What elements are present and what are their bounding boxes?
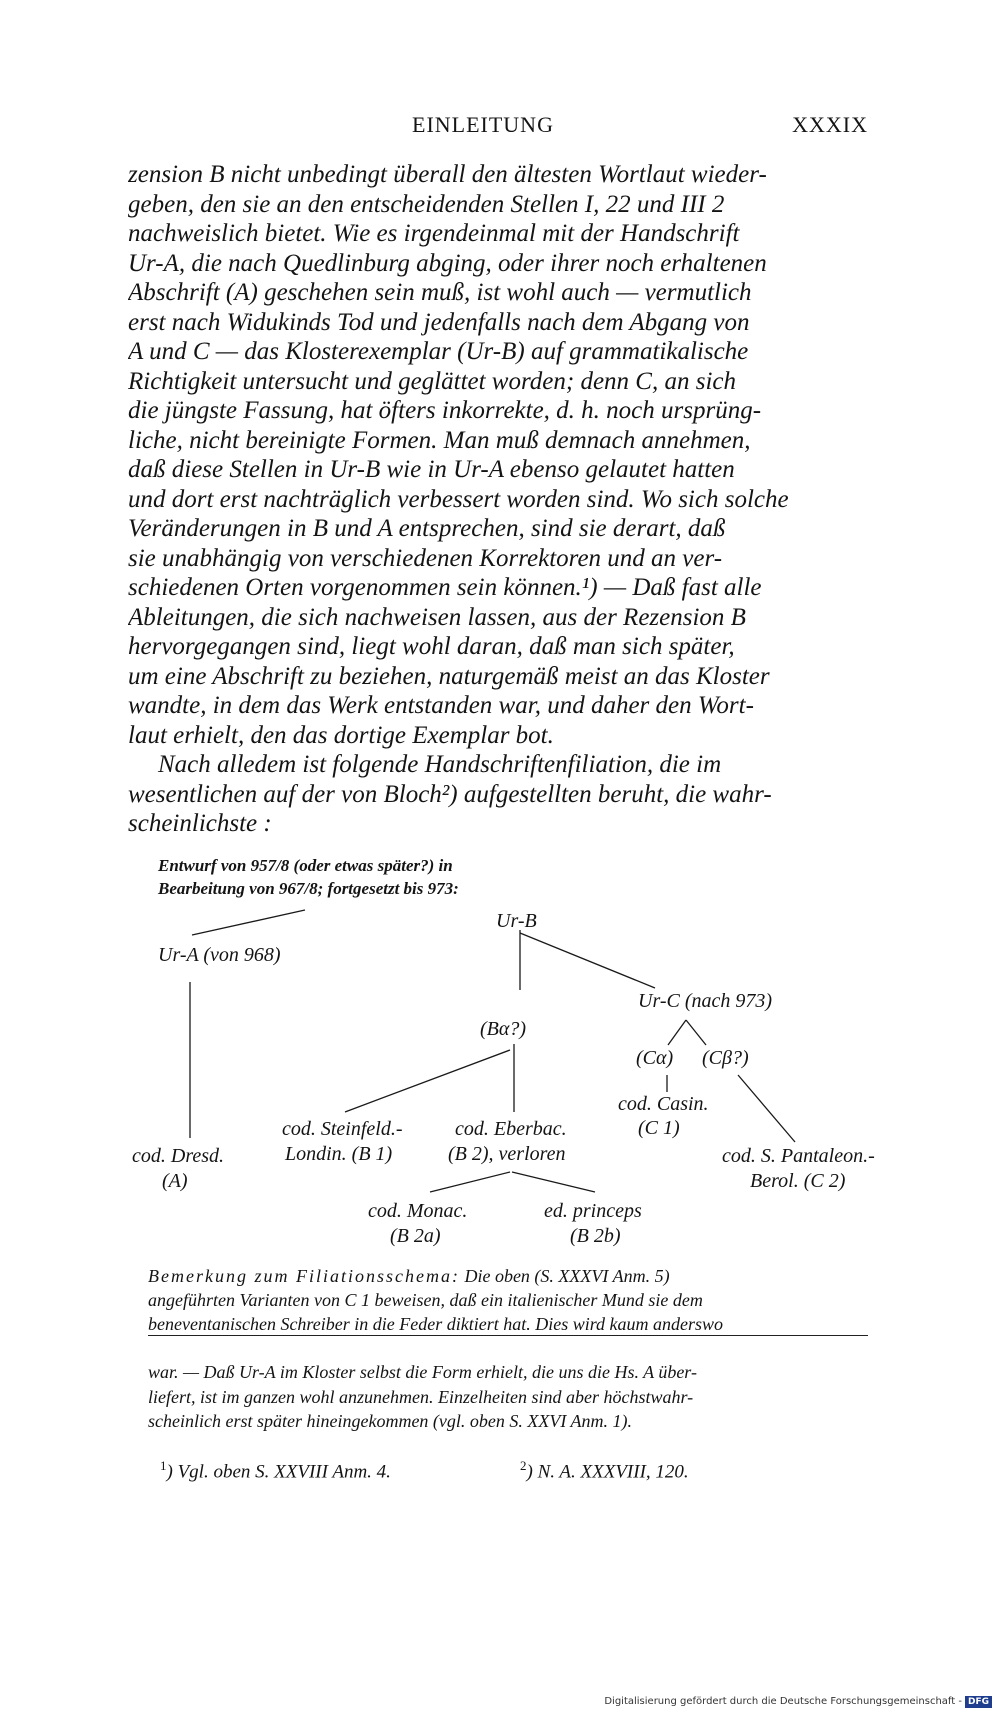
- remark-line: war. — Daß Ur-A im Kloster selbst die Form erhielt, die uns die Hs. A über-: [148, 1362, 697, 1382]
- body-line: Abschrift (A) geschehen sein muß, ist wohl auch — vermutlich: [128, 279, 752, 306]
- remark-line: angeführten Varianten von C 1 beweisen, daß ein italienischer Mund sie dem: [148, 1290, 703, 1310]
- line-eberbac-princeps: [512, 1172, 595, 1192]
- body-line: die jüngste Fassung, hat öfters inkorrekte, d. h. noch ursprüng-: [128, 397, 762, 424]
- node-c-alpha: (Cα): [636, 1047, 674, 1069]
- line-cb-pantaleon: [738, 1075, 795, 1142]
- node-cod-casin-siglum: (C 1): [638, 1117, 680, 1139]
- body-line: erst nach Widukinds Tod und jedenfalls nach dem Abgang von: [128, 308, 750, 336]
- node-ur-c: Ur-C (nach 973): [638, 990, 773, 1012]
- line-eberbac-monac: [430, 1172, 510, 1192]
- body-line: Ableitungen, die sich nachweisen lassen, aus der Rezension B: [128, 603, 746, 631]
- body-line: Ur-A, die nach Quedlinburg abging, oder ihrer noch erhaltenen: [128, 249, 767, 277]
- digitization-note: [604, 1696, 992, 1708]
- node-cod-steinfeld-siglum: Londin. (B 1): [285, 1143, 393, 1165]
- body-line: sie unabhängig von verschiedenen Korrektoren und an ver-: [128, 544, 723, 572]
- line-urb-ura: [192, 910, 305, 935]
- body-line: daß diese Stellen in Ur-B wie in Ur-A ebenso gelautet hatten: [128, 456, 735, 483]
- node-ur-b: Ur-B: [496, 910, 537, 932]
- remark-continuation: [148, 1360, 878, 1434]
- body-line: nachweislich bietet. Wie es irgendeinmal mit der Handschrift: [128, 220, 740, 247]
- node-cod-monac: cod. Monac.: [368, 1200, 468, 1222]
- remark-line-rest: Die oben (S. XXXVI Anm. 5): [459, 1266, 670, 1286]
- body-line: wesentlichen auf der von Bloch²) aufgestellten beruht, die wahr-: [128, 780, 772, 808]
- remark-lead: Bemerkung zum Filiationsschema:: [148, 1266, 460, 1286]
- running-head-title: EINLEITUNG: [412, 112, 554, 137]
- node-cod-eberbac: cod. Eberbac.: [455, 1118, 567, 1140]
- page-number: XXXIX: [792, 112, 868, 137]
- body-line: geben, den sie an den entscheidenden Stellen I, 22 und III 2: [128, 190, 725, 218]
- node-ed-princeps: ed. princeps: [544, 1200, 642, 1222]
- stemma-top-note: Entwurf von 957/8 (oder etwas später?) in: [158, 856, 453, 875]
- footnote-mark: 2: [520, 1458, 527, 1473]
- body-line: um eine Abschrift zu beziehen, naturgemäß meist an das Kloster: [128, 662, 770, 690]
- node-b-alpha: (Bα?): [480, 1018, 527, 1040]
- dfg-logo: DFG: [965, 1696, 992, 1708]
- footnote-divider: [148, 1335, 868, 1336]
- body-line: laut erhielt, den das dortige Exemplar bot.: [128, 721, 554, 749]
- footnote-2: [520, 1458, 689, 1483]
- node-cod-dresd-siglum: (A): [162, 1170, 188, 1192]
- node-cod-monac-siglum: (B 2a): [390, 1225, 441, 1247]
- node-ed-princeps-siglum: (B 2b): [570, 1225, 621, 1247]
- footnote-mark: 1: [160, 1458, 167, 1473]
- node-cod-pantaleon-siglum: Berol. (C 2): [750, 1170, 846, 1192]
- node-cod-eberbac-siglum: (B 2), verloren: [448, 1143, 566, 1165]
- body-line: Nach alledem ist folgende Handschriftenfiliation, die im: [158, 751, 722, 778]
- remark-line: scheinlich erst später hineingekommen (vgl. oben S. XXVI Anm. 1).: [148, 1411, 633, 1431]
- line-urc-cb: [686, 1020, 706, 1045]
- node-cod-dresd: cod. Dresd.: [132, 1145, 225, 1167]
- node-cod-steinfeld: cod. Steinfeld.-: [282, 1118, 403, 1140]
- remark-line: liefert, ist im ganzen wohl anzunehmen. Einzelheiten sind aber höchstwahr-: [148, 1386, 694, 1407]
- filiation-stemma: [0, 850, 1000, 1250]
- line-urc-ca: [668, 1020, 686, 1045]
- node-c-beta: (Cβ?): [702, 1047, 749, 1069]
- body-line: zension B nicht unbedingt überall den ältesten Wortlaut wieder-: [128, 161, 767, 188]
- body-line: wandte, in dem das Werk entstanden war, und daher den Wort-: [128, 692, 754, 719]
- node-cod-casin: cod. Casin.: [618, 1093, 709, 1115]
- node-ur-a: Ur-A (von 968): [158, 944, 281, 966]
- line-ba-steinfeld: [345, 1050, 510, 1112]
- remark-line: beneventanischen Schreiber in die Feder diktiert hat. Dies wird kaum anderswo: [148, 1314, 724, 1334]
- body-line: Richtigkeit untersucht und geglättet worden; denn C, an sich: [128, 367, 736, 395]
- body-line: A und C — das Klosterexemplar (Ur-B) auf grammatikalische: [128, 338, 749, 365]
- body-line: scheinlichste :: [128, 810, 272, 837]
- running-head: [128, 112, 868, 142]
- remark-line: [148, 1264, 878, 1288]
- body-line: und dort erst nachträglich verbessert worden sind. Wo sich solche: [128, 485, 789, 513]
- body-text: [128, 160, 868, 839]
- digitization-text: Digitalisierung gefördert durch die Deutsche Forschungsgemeinschaft -: [604, 1696, 962, 1707]
- footnote-1: [160, 1458, 391, 1483]
- body-line: hervorgegangen sind, liegt wohl daran, daß man sich später,: [128, 633, 735, 660]
- body-line: liche, nicht bereinigte Formen. Man muß demnach annehmen,: [128, 426, 751, 454]
- stemma-remark: [148, 1264, 878, 1336]
- stemma-top-note: Bearbeitung von 967/8; fortgesetzt bis 973:: [158, 879, 459, 898]
- body-line: schiedenen Orten vorgenommen sein können.¹) — Daß fast alle: [128, 574, 762, 601]
- body-line: Veränderungen in B und A entsprechen, sind sie derart, daß: [128, 515, 726, 542]
- line-urb-urc: [520, 933, 655, 988]
- footnote-text: ) Vgl. oben S. XXVIII Anm. 4.: [166, 1461, 391, 1483]
- footnote-text: ) N. A. XXXVIII, 120.: [526, 1461, 689, 1483]
- node-cod-pantaleon: cod. S. Pantaleon.-: [722, 1145, 875, 1167]
